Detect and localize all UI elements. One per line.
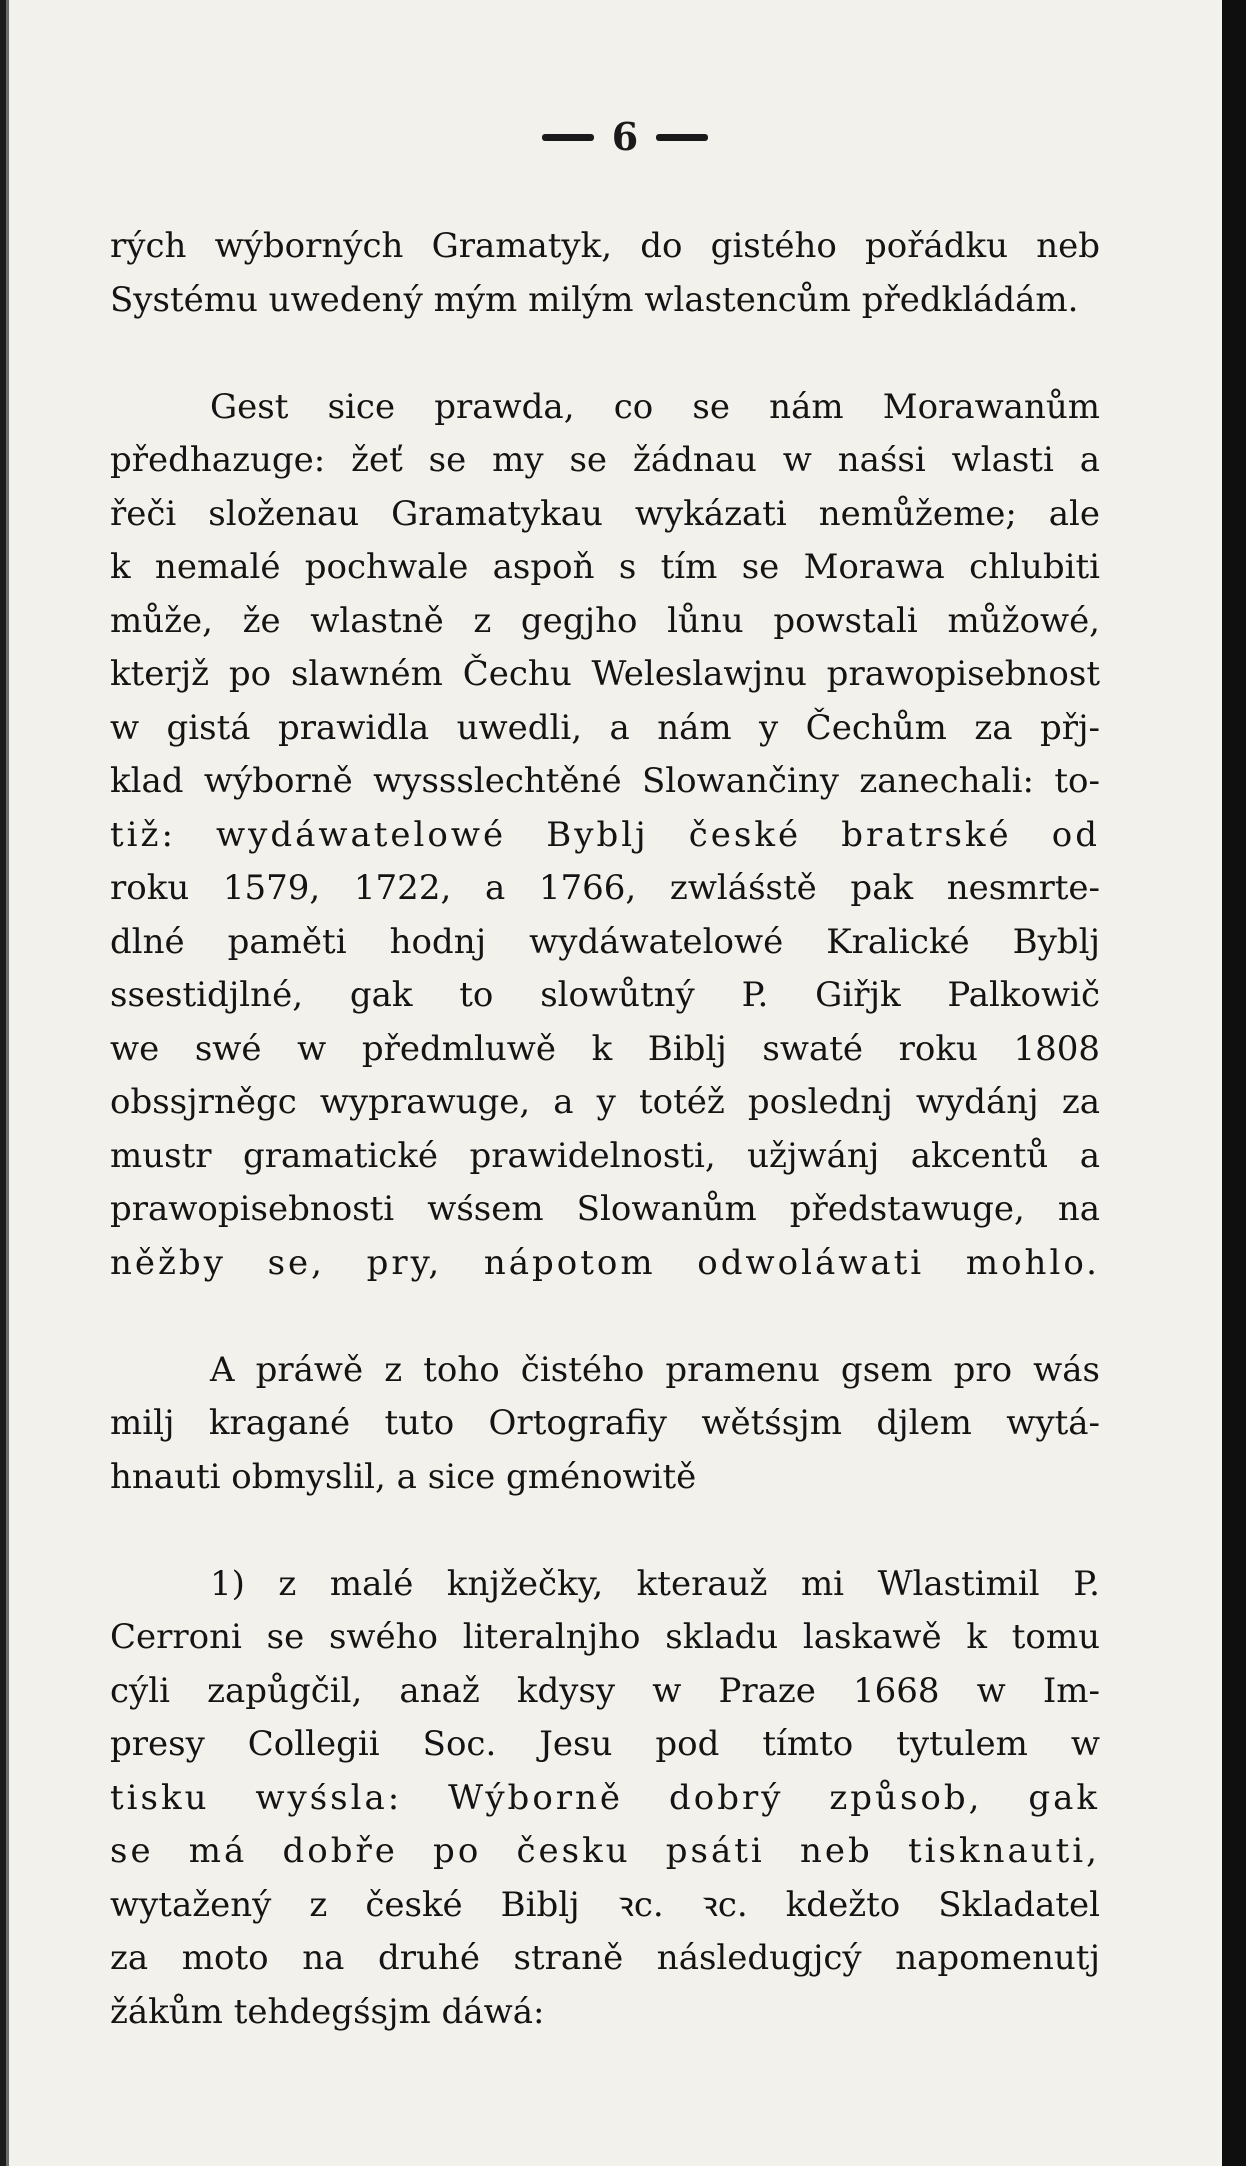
text-line: mustr gramatické prawidelnosti, užjwánj akcentů a bbox=[110, 1135, 1100, 1176]
text-line: cýli zapůgčil, anaž kdysy w Praze 1668 w Im- bbox=[110, 1670, 1100, 1711]
text-line: Cerroni se swého literalnjho skladu laskawě k tomu bbox=[110, 1617, 1100, 1657]
text-line: předhazuge: žeť se my se žádnau w naśsi wlasti a bbox=[110, 440, 1100, 480]
text-line: obssjrněgc wyprawuge, a y totéž poslednj wydánj za bbox=[110, 1082, 1100, 1122]
text-line: kterjž po slawném Čechu Weleslawjnu prawopisebnost bbox=[110, 654, 1100, 694]
paragraph-3 bbox=[110, 1344, 1100, 1505]
text-line: prawopisebnosti wśsem Slowanům předstawuge, na bbox=[110, 1189, 1100, 1229]
text-line: Systému uwedený mým milým wlastencům předkládám. bbox=[110, 279, 1079, 320]
text-line: řeči složenau Gramatykau wykázati nemůžeme; ale bbox=[110, 493, 1100, 534]
text-line: hnauti obmyslil, a sice gménowitě bbox=[110, 1456, 697, 1497]
text-line: 1) z malé knjžečky, kterauž mi Wlastimil P. bbox=[210, 1563, 1100, 1604]
text-line: w gistá prawidla uwedli, a nám y Čechům za přj- bbox=[110, 707, 1100, 748]
header-rule-right bbox=[656, 134, 708, 141]
text-line: presy Collegii Soc. Jesu pod tímto tytulem w bbox=[110, 1724, 1100, 1764]
paragraph-2 bbox=[110, 381, 1100, 1291]
text-line: dlné paměti hodnj wydáwatelowé Kralické Byblj bbox=[110, 921, 1100, 962]
text-line: rých wýborných Gramatyk, do gistého pořádku neb bbox=[110, 226, 1100, 266]
text-line: žákům tehdegśsjm dáwá: bbox=[110, 1991, 545, 2032]
text-line: se má dobře po česku psáti neb tisknauti, bbox=[110, 1831, 1100, 1871]
body-text bbox=[110, 220, 1100, 2039]
text-line: roku 1579, 1722, a 1766, zwláśstě pak nesmrte- bbox=[110, 868, 1100, 908]
text-line: we swé w předmluwě k Biblj swaté roku 1808 bbox=[110, 1028, 1100, 1069]
text-line: milj kragané tuto Ortografiy wětśsjm djlem wytá- bbox=[110, 1403, 1100, 1443]
book-page bbox=[6, 0, 1241, 2166]
page-number: 6 bbox=[611, 114, 639, 159]
text-line: tisku wyśsla: Wýborně dobrý způsob, gak bbox=[110, 1777, 1100, 1818]
text-line: klad wýborně wyssslechtěné Slowančiny zanechali: to- bbox=[110, 761, 1100, 801]
paragraph-4 bbox=[110, 1558, 1100, 2040]
text-line: ssestidjlné, gak to slowůtný P. Giřjk Palkowič bbox=[110, 975, 1100, 1015]
paragraph-1 bbox=[110, 220, 1100, 327]
book-spine-shadow bbox=[1222, 0, 1246, 2166]
text-line: za moto na druhé straně následugjcý napomenutj bbox=[110, 1938, 1100, 1978]
text-line: může, že wlastně z gegjho lůnu powstali můžowé, bbox=[110, 600, 1100, 641]
text-line: A práwě z toho čistého pramenu gsem pro wás bbox=[210, 1349, 1100, 1390]
text-line: něžby se, pry, nápotom odwoláwati mohlo. bbox=[110, 1242, 1100, 1283]
page-header bbox=[9, 114, 1241, 159]
text-line: wytažený z české Biblj ꝛc. ꝛc. kdežto Skladatel bbox=[110, 1884, 1100, 1925]
text-line: tiž: wydáwatelowé Byblj české bratrské od bbox=[110, 814, 1100, 855]
header-rule-left bbox=[542, 134, 594, 141]
text-line: Gest sice prawda, co se nám Morawanům bbox=[210, 386, 1100, 427]
text-line: k nemalé pochwale aspoň s tím se Morawa chlubiti bbox=[110, 547, 1100, 587]
